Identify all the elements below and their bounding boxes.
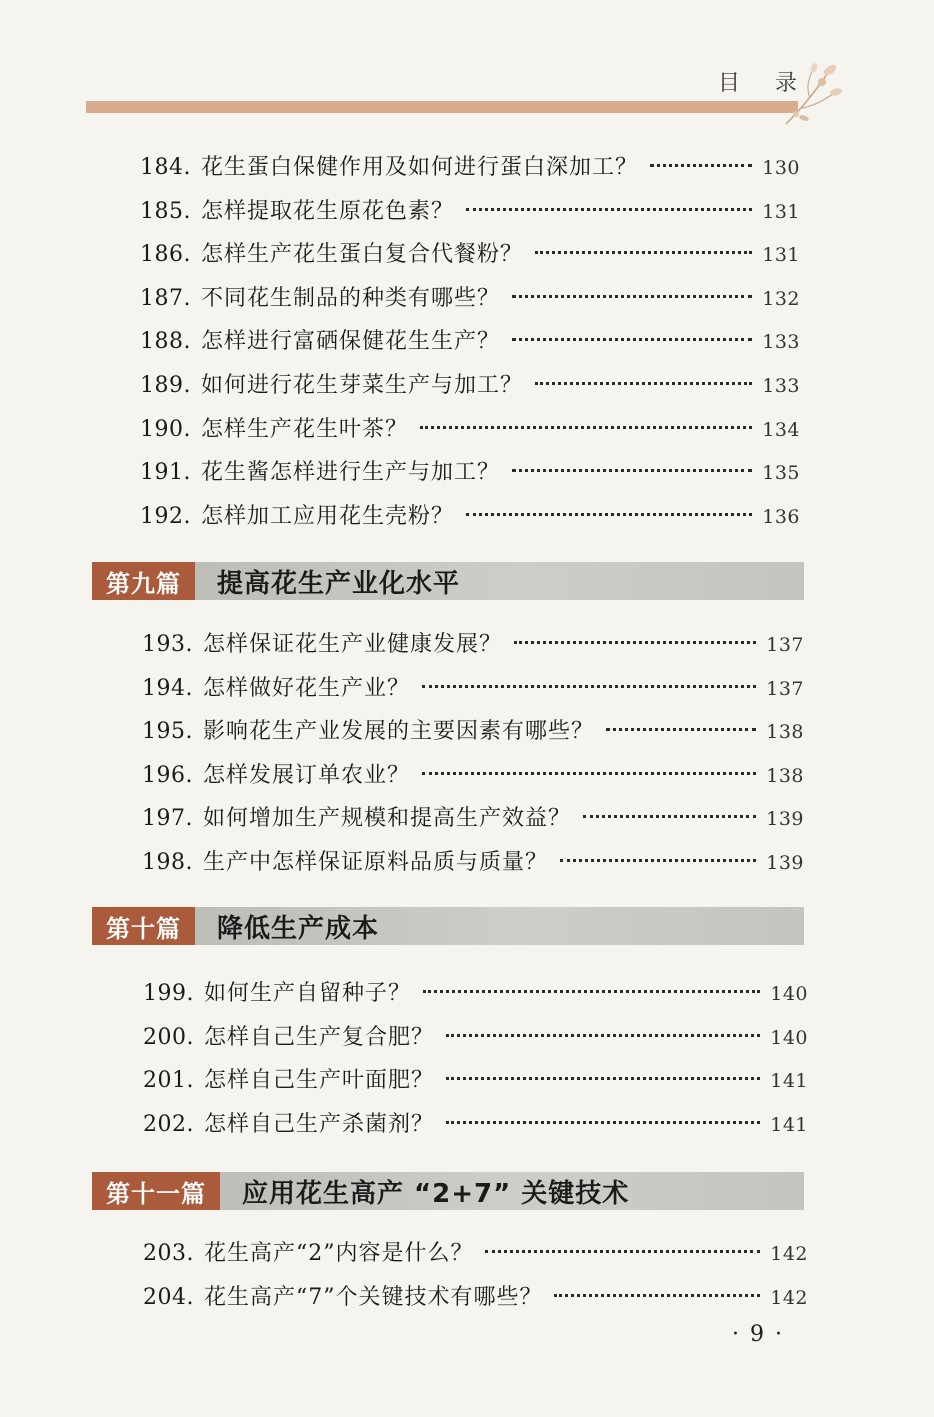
- dot-leader: [535, 251, 752, 254]
- entry-page: 137: [766, 634, 804, 656]
- entry-title: 生产中怎样保证原料品质与质量？: [202, 850, 548, 875]
- section-header: [92, 1172, 804, 1210]
- entry-title: 怎样提取花生原花色素？: [200, 198, 454, 224]
- entry-page: 134: [762, 418, 800, 441]
- dot-leader: [423, 990, 760, 993]
- entry-title: 花生高产“7”个关键技术有哪些？: [203, 1284, 543, 1310]
- entry-page: 141: [770, 1070, 808, 1093]
- entry-number: 189.: [140, 373, 191, 398]
- dot-leader: [512, 469, 752, 472]
- entry-title: 怎样发展订单农业？: [202, 762, 410, 788]
- entry-page: 133: [762, 331, 800, 354]
- header-rule: [86, 101, 798, 113]
- dot-leader: [535, 382, 752, 385]
- entry-page: 133: [762, 375, 800, 397]
- entry-page: 137: [766, 677, 804, 700]
- entry-number: 187.: [140, 285, 191, 311]
- entry-page: 141: [770, 1113, 808, 1136]
- entry-number: 191.: [140, 460, 191, 486]
- entry-page: 142: [770, 1243, 808, 1265]
- dot-leader: [650, 164, 752, 167]
- dot-leader: [422, 685, 756, 688]
- entry-title: 怎样做好花生产业？: [202, 675, 410, 701]
- entry-page: 138: [766, 764, 804, 787]
- toc-entry[interactable]: [143, 976, 808, 1007]
- entry-number: 186.: [140, 242, 191, 268]
- entry-page: 142: [770, 1286, 808, 1309]
- entry-title: 怎样进行富硒保健花生生产？: [200, 329, 500, 355]
- entry-page: 130: [762, 157, 800, 179]
- toc-entry[interactable]: [143, 1020, 808, 1051]
- toc-entry[interactable]: [142, 627, 804, 658]
- toc-entry[interactable]: [143, 1236, 808, 1267]
- entry-page: 135: [762, 462, 800, 485]
- entry-number: 185.: [140, 198, 191, 224]
- dot-leader: [422, 772, 756, 775]
- entry-page: 138: [766, 721, 804, 744]
- entry-title: 怎样保证花生产业健康发展？: [202, 632, 502, 657]
- dot-leader: [606, 728, 756, 731]
- page-number: · 9 ·: [732, 1322, 784, 1347]
- entry-page: 139: [766, 852, 804, 874]
- entry-page: 139: [766, 808, 804, 831]
- entry-page: 131: [762, 244, 800, 267]
- dot-leader: [446, 1077, 760, 1080]
- entry-page: 140: [770, 1026, 808, 1049]
- section-header: [92, 562, 804, 600]
- toc-entry[interactable]: [143, 1280, 808, 1311]
- dot-leader: [560, 859, 756, 862]
- toc-entry[interactable]: [140, 194, 800, 225]
- entry-page: 136: [762, 505, 800, 528]
- entry-number: 197.: [142, 806, 193, 832]
- toc-entry[interactable]: [140, 237, 800, 268]
- dot-leader: [446, 1034, 760, 1037]
- section-label: 第十一篇: [92, 1172, 220, 1210]
- entry-page: 132: [762, 287, 800, 310]
- entry-number: 201.: [143, 1068, 194, 1094]
- dot-leader: [512, 338, 752, 341]
- dot-leader: [485, 1250, 760, 1253]
- toc-entry[interactable]: [142, 801, 804, 832]
- dot-leader: [446, 1121, 760, 1124]
- toc-entry[interactable]: [142, 845, 804, 876]
- toc-entry[interactable]: [142, 671, 804, 702]
- entry-title: 如何进行花生芽菜生产与加工？: [200, 373, 523, 398]
- toc-entry[interactable]: [142, 758, 804, 789]
- section-header: [92, 907, 804, 945]
- toc-entry[interactable]: [143, 1107, 808, 1138]
- section-label: 第九篇: [92, 562, 195, 600]
- entry-title: 花生高产“2”内容是什么？: [203, 1241, 474, 1266]
- toc-entry[interactable]: [140, 324, 800, 355]
- toc-entry[interactable]: [143, 1063, 808, 1094]
- dot-leader: [512, 295, 752, 298]
- dot-leader: [466, 513, 752, 516]
- toc-entry[interactable]: [140, 281, 800, 312]
- entry-number: 198.: [142, 850, 193, 875]
- dot-leader: [420, 426, 752, 429]
- entry-title: 怎样生产花生蛋白复合代餐粉？: [200, 242, 523, 268]
- entry-number: 204.: [143, 1284, 194, 1310]
- dot-leader: [514, 641, 756, 644]
- header-title: 目 录: [718, 71, 811, 96]
- section-title: 提高花生产业化水平: [217, 568, 461, 599]
- entry-title: 如何生产自留种子？: [203, 981, 411, 1006]
- flower-branch-icon: [778, 52, 848, 132]
- toc-entry[interactable]: [140, 150, 800, 181]
- entry-page: 131: [762, 200, 800, 223]
- entry-number: 192.: [140, 503, 191, 529]
- section-title: 应用花生高产 “2+7” 关键技术: [242, 1178, 630, 1209]
- entry-number: 196.: [142, 762, 193, 788]
- entry-number: 193.: [142, 632, 193, 657]
- entry-title: 影响花生产业发展的主要因素有哪些？: [202, 719, 594, 745]
- entry-number: 195.: [142, 719, 193, 745]
- entry-number: 194.: [142, 675, 193, 701]
- toc-entry[interactable]: [142, 714, 804, 745]
- dot-leader: [466, 208, 752, 211]
- entry-number: 200.: [143, 1024, 194, 1050]
- entry-title: 怎样自己生产叶面肥？: [203, 1068, 434, 1094]
- entry-title: 怎样生产花生叶茶？: [200, 416, 408, 442]
- entry-title: 怎样自己生产复合肥？: [203, 1024, 434, 1050]
- dot-leader: [583, 815, 756, 818]
- section-label: 第十篇: [92, 907, 195, 945]
- toc-entry[interactable]: [140, 412, 800, 443]
- entry-title: 怎样自己生产杀菌剂？: [203, 1111, 434, 1137]
- dot-leader: [554, 1294, 760, 1297]
- entry-number: 202.: [143, 1111, 194, 1137]
- entry-title: 如何增加生产规模和提高生产效益？: [202, 806, 571, 832]
- entry-number: 203.: [143, 1241, 194, 1266]
- toc-entry[interactable]: [140, 455, 800, 486]
- toc-entry[interactable]: [140, 368, 800, 399]
- entry-page: 140: [770, 983, 808, 1005]
- toc-entry[interactable]: [140, 499, 800, 530]
- entry-number: 199.: [143, 981, 194, 1006]
- entry-number: 188.: [140, 329, 191, 355]
- entry-title: 怎样加工应用花生壳粉？: [200, 503, 454, 529]
- entry-number: 190.: [140, 416, 191, 442]
- entry-title: 花生蛋白保健作用及如何进行蛋白深加工？: [200, 155, 638, 180]
- entry-number: 184.: [140, 155, 191, 180]
- section-title: 降低生产成本: [217, 913, 380, 944]
- entry-title: 不同花生制品的种类有哪些？: [200, 285, 500, 311]
- entry-title: 花生酱怎样进行生产与加工？: [200, 460, 500, 486]
